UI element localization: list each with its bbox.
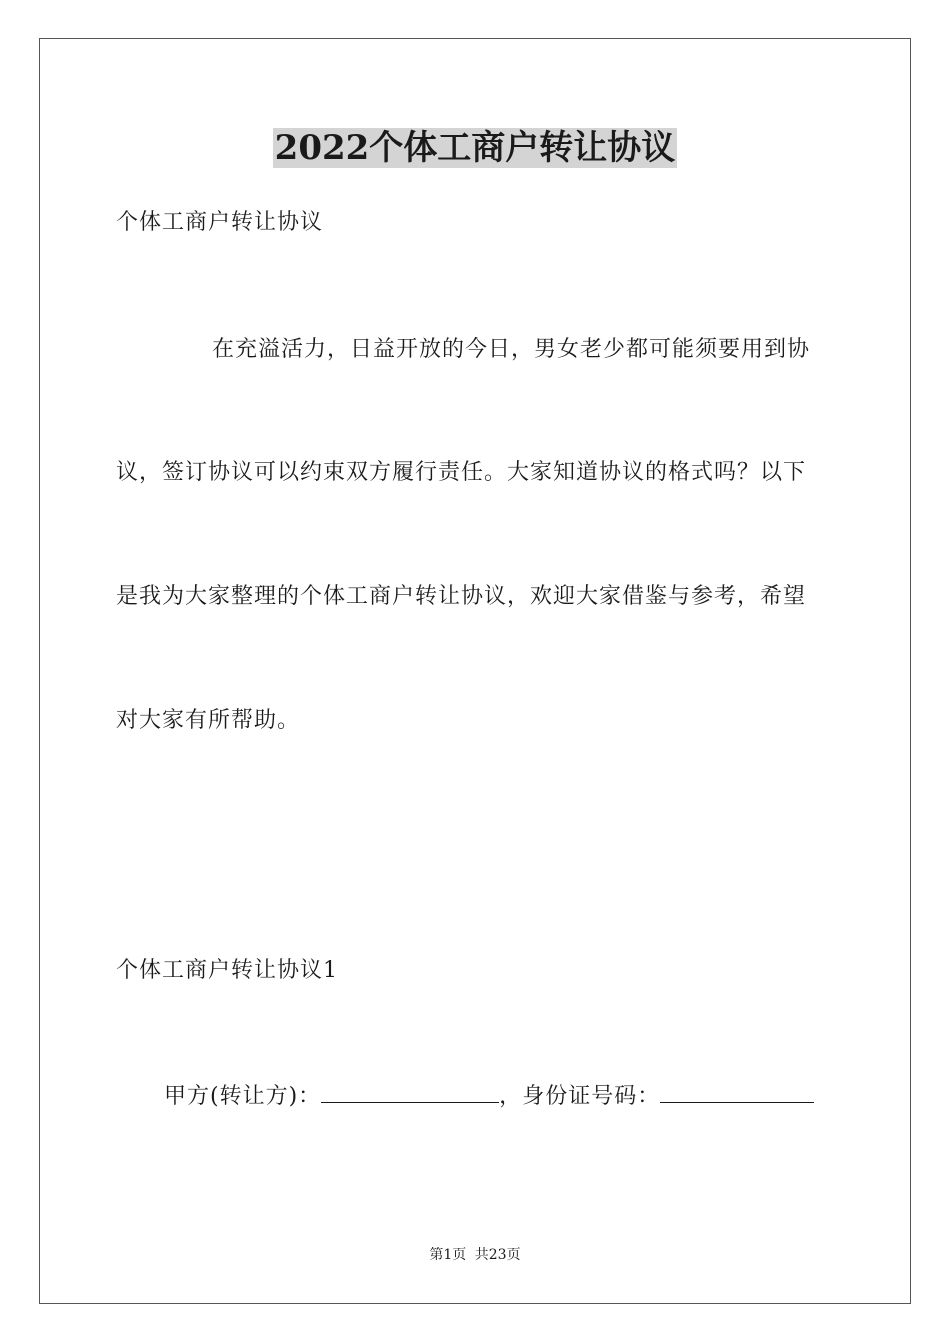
intro-line-4: 对大家有所帮助。 [116,708,301,733]
party-a-name-blank [321,1080,499,1103]
page-number: 第1页 [429,1247,467,1263]
party-a-line [164,1080,814,1112]
party-a-id-blank [660,1080,814,1103]
page-footer [0,1246,950,1264]
intro-line-3: 是我为大家整理的个体工商户转让协议，欢迎大家借鉴与参考，希望 [116,584,807,609]
document-title [0,126,950,170]
section-heading: 个体工商户转让协议1 [116,958,338,983]
party-a-id-label: 身份证号码： [522,1084,661,1109]
document-subtitle: 个体工商户转让协议 [116,210,324,235]
party-a-separator: ， [499,1084,523,1109]
intro-line-1: 在充溢活力，日益开放的今日，男女老少都可能须要用到协 [212,337,811,362]
party-a-label: 甲方(转让方)： [164,1084,322,1109]
document-title-text: 2022个体工商户转让协议 [274,128,676,168]
page-total: 共23页 [474,1247,521,1263]
intro-line-2: 议，签订协议可以约束双方履行责任。大家知道协议的格式吗？以下 [116,460,807,485]
